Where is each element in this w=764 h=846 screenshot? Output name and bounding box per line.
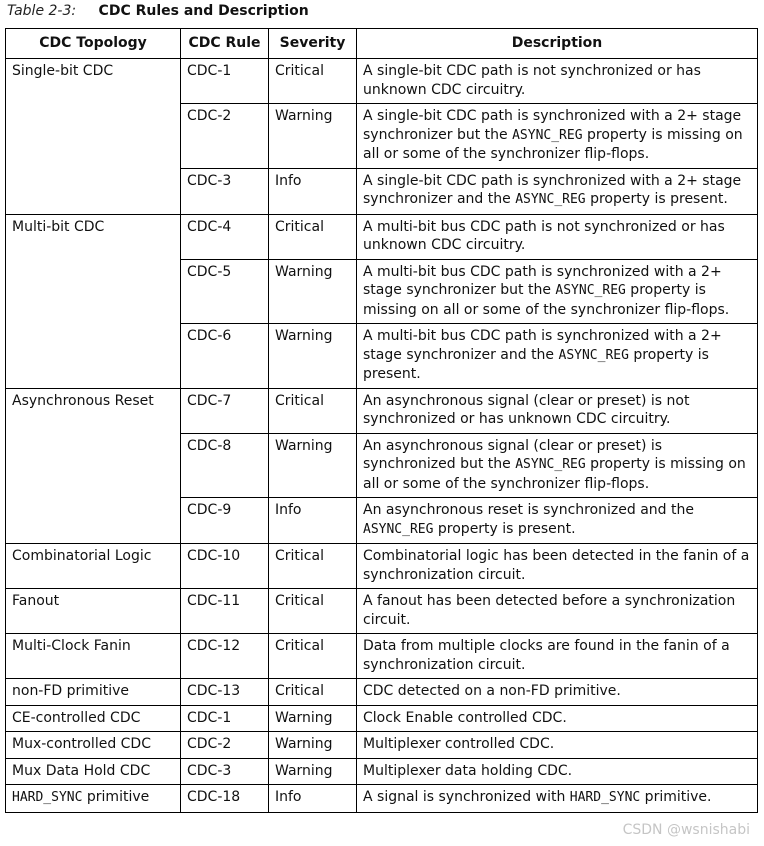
- code-identifier: ASYNC_REG: [555, 283, 626, 298]
- cell-rule: CDC-9: [181, 498, 269, 544]
- cell-rule: CDC-4: [181, 214, 269, 259]
- code-identifier: ASYNC_REG: [515, 192, 586, 207]
- cell-severity: Warning: [269, 324, 357, 389]
- cell-description: A single-bit CDC path is synchronized with a 2+ stage synchronizer and the ASYNC_REG property is present.: [357, 168, 758, 214]
- cell-severity: Critical: [269, 59, 357, 104]
- cell-description: A multi-bit bus CDC path is synchronized with a 2+ stage synchronizer but the ASYNC_REG property is missing on all or some of the synchronizer flip-flops.: [357, 259, 758, 324]
- cell-severity: Warning: [269, 433, 357, 498]
- code-identifier: ASYNC_REG: [512, 127, 583, 143]
- cell-rule: CDC-8: [181, 433, 269, 498]
- table-body: [6, 59, 758, 813]
- cell-rule: CDC-18: [181, 785, 269, 813]
- table-row: [6, 388, 758, 433]
- cell-description: An asynchronous signal (clear or preset) is not synchronized or has unknown CDC circuitry.: [357, 388, 758, 433]
- cell-rule: CDC-2: [181, 104, 269, 169]
- cell-topology: Combinatorial Logic: [6, 544, 181, 589]
- cell-topology: Multi-Clock Fanin: [6, 634, 181, 679]
- header-rule: CDC Rule: [181, 29, 269, 59]
- cell-severity: Warning: [269, 758, 357, 785]
- cell-topology: Mux Data Hold CDC: [6, 758, 181, 785]
- cell-rule: CDC-11: [181, 589, 269, 634]
- table-row: [6, 732, 758, 759]
- cell-description: An asynchronous reset is synchronized and the ASYNC_REG property is present.: [357, 498, 758, 544]
- cell-severity: Critical: [269, 634, 357, 679]
- cell-rule: CDC-12: [181, 634, 269, 679]
- table-row: [6, 758, 758, 785]
- header-topology: CDC Topology: [6, 29, 181, 59]
- table-row: [6, 214, 758, 259]
- cell-description: A single-bit CDC path is synchronized with a 2+ stage synchronizer but the ASYNC_REG property is missing on all or some of the synchronizer flip-flops.: [357, 104, 758, 169]
- header-description: Description: [357, 29, 758, 59]
- cell-severity: Warning: [269, 259, 357, 324]
- cell-topology: Single-bit CDC: [6, 59, 181, 215]
- cell-rule: CDC-3: [181, 758, 269, 785]
- cell-topology: non-FD primitive: [6, 679, 181, 706]
- cell-description: CDC detected on a non-FD primitive.: [357, 679, 758, 706]
- cell-severity: Warning: [269, 104, 357, 169]
- cell-severity: Critical: [269, 544, 357, 589]
- cell-severity: Info: [269, 498, 357, 544]
- table-row: [6, 589, 758, 634]
- cell-severity: Critical: [269, 589, 357, 634]
- cell-topology: Fanout: [6, 589, 181, 634]
- code-identifier: HARD_SYNC: [12, 790, 83, 805]
- table-row: [6, 679, 758, 706]
- cell-severity: Critical: [269, 679, 357, 706]
- cell-topology: Mux-controlled CDC: [6, 732, 181, 759]
- cell-rule: CDC-5: [181, 259, 269, 324]
- cell-description: A single-bit CDC path is not synchronized or has unknown CDC circuitry.: [357, 59, 758, 104]
- cell-description: Combinatorial logic has been detected in the fanin of a synchronization circuit.: [357, 544, 758, 589]
- cell-description: Data from multiple clocks are found in the fanin of a synchronization circuit.: [357, 634, 758, 679]
- cell-description: Multiplexer controlled CDC.: [357, 732, 758, 759]
- cell-topology: Multi-bit CDC: [6, 214, 181, 388]
- cell-topology: HARD_SYNC primitive: [6, 785, 181, 813]
- cell-description: Clock Enable controlled CDC.: [357, 705, 758, 732]
- table-row: [6, 544, 758, 589]
- cell-description: An asynchronous signal (clear or preset) is synchronized but the ASYNC_REG property is missing on all or some of the synchronizer flip-flops.: [357, 433, 758, 498]
- watermark: CSDN @wsnishabi: [622, 822, 750, 838]
- cell-rule: CDC-3: [181, 168, 269, 214]
- cell-description: A multi-bit bus CDC path is synchronized with a 2+ stage synchronizer and the ASYNC_REG property is present.: [357, 324, 758, 389]
- cdc-rules-table: [5, 28, 758, 813]
- cell-severity: Critical: [269, 388, 357, 433]
- table-title: CDC Rules and Description: [98, 3, 309, 19]
- table-number: Table 2-3:: [7, 3, 77, 19]
- cell-severity: Warning: [269, 705, 357, 732]
- cell-rule: CDC-1: [181, 705, 269, 732]
- cell-description: A multi-bit bus CDC path is not synchronized or has unknown CDC circuitry.: [357, 214, 758, 259]
- table-row: [6, 59, 758, 104]
- table-row: [6, 785, 758, 813]
- table-header-row: [6, 29, 758, 59]
- table-caption: [7, 3, 309, 19]
- code-identifier: HARD_SYNC: [569, 790, 641, 805]
- cell-severity: Info: [269, 785, 357, 813]
- code-identifier: ASYNC_REG: [558, 347, 629, 363]
- cell-topology: Asynchronous Reset: [6, 388, 181, 544]
- cell-rule: CDC-13: [181, 679, 269, 706]
- header-severity: Severity: [269, 29, 357, 59]
- cell-description: Multiplexer data holding CDC.: [357, 758, 758, 785]
- cell-severity: Critical: [269, 214, 357, 259]
- cell-rule: CDC-7: [181, 388, 269, 433]
- cell-topology: CE-controlled CDC: [6, 705, 181, 732]
- cell-rule: CDC-6: [181, 324, 269, 389]
- cell-severity: Info: [269, 168, 357, 214]
- cell-rule: CDC-2: [181, 732, 269, 759]
- cell-rule: CDC-10: [181, 544, 269, 589]
- code-identifier: ASYNC_REG: [515, 457, 586, 472]
- cell-rule: CDC-1: [181, 59, 269, 104]
- code-identifier: ASYNC_REG: [363, 521, 434, 537]
- table-row: [6, 705, 758, 732]
- cell-description: A signal is synchronized with HARD_SYNC primitive.: [357, 785, 758, 813]
- cell-description: A fanout has been detected before a synchronization circuit.: [357, 589, 758, 634]
- cell-severity: Warning: [269, 732, 357, 759]
- table-row: [6, 634, 758, 679]
